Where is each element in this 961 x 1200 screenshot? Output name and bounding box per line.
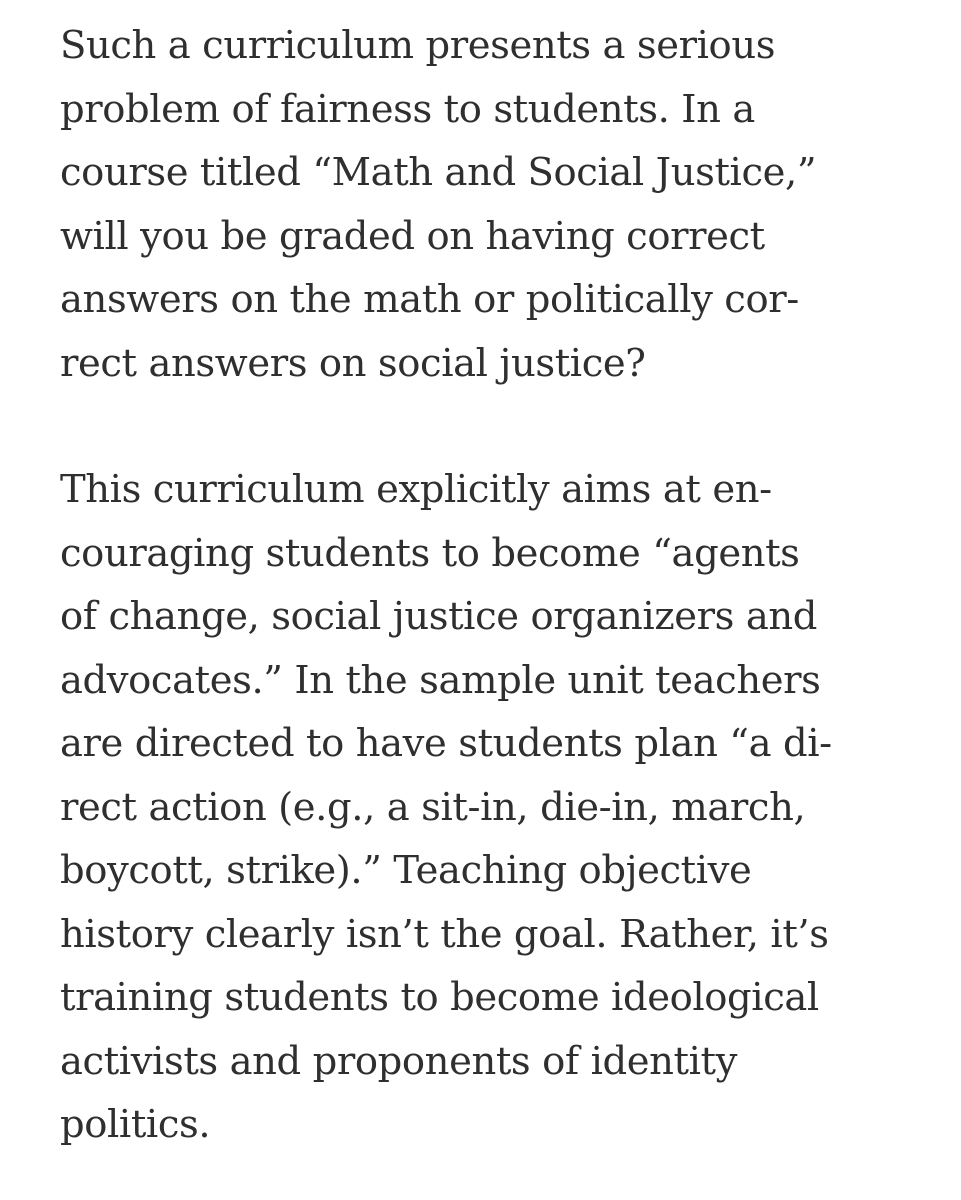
text-line: advocates.” In the sample unit teachers — [60, 657, 821, 703]
text-line: politics. — [60, 1102, 211, 1147]
text-line: rect action (e.g., a sit-in, die-in, march, — [60, 784, 806, 830]
text-line: answers on the math or politically cor- — [60, 277, 799, 322]
article-paragraph-2 — [60, 458, 832, 1157]
text-line: problem of fairness to students. In a — [60, 86, 755, 132]
text-line: This curriculum explicitly aims at en- — [60, 467, 772, 512]
text-line: rect answers on social justice? — [60, 340, 646, 386]
text-line: of change, social justice organizers and — [60, 594, 818, 639]
text-line: history clearly isn’t the goal. Rather, it’s — [60, 911, 829, 957]
text-line: couraging students to become “agents — [60, 530, 800, 576]
text-line: activists and proponents of identity — [60, 1038, 737, 1084]
text-line: course titled “Math and Social Justice,” — [60, 150, 817, 195]
text-line: boycott, strike).” Teaching objective — [60, 848, 752, 893]
text-line: Such a curriculum presents a serious — [60, 23, 776, 68]
text-line: training students to become ideological — [60, 975, 819, 1020]
text-line: are directed to have students plan “a di- — [60, 721, 832, 766]
article-paragraph-1 — [60, 14, 816, 395]
text-line: will you be graded on having correct — [60, 213, 765, 259]
